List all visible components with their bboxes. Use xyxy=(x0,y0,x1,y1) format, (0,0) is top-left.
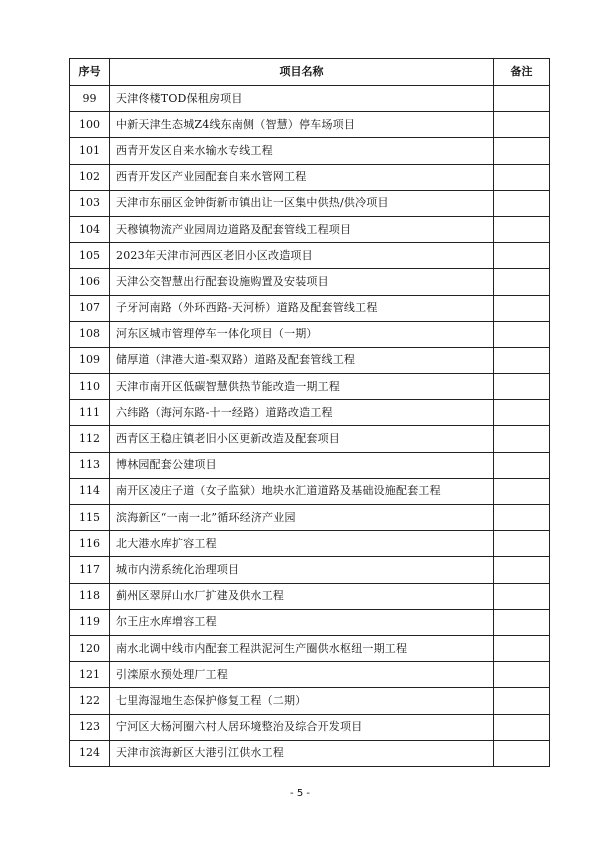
table-row xyxy=(70,609,550,635)
row-seq: 110 xyxy=(70,374,110,400)
table-row xyxy=(70,295,550,321)
table-row xyxy=(70,635,550,661)
table-row xyxy=(70,452,550,478)
table-row xyxy=(70,714,550,740)
table-row xyxy=(70,688,550,714)
row-seq: 124 xyxy=(70,740,110,766)
row-note xyxy=(494,557,550,583)
row-note xyxy=(494,347,550,373)
row-note xyxy=(494,321,550,347)
row-note xyxy=(494,295,550,321)
row-note xyxy=(494,426,550,452)
header-note: 备注 xyxy=(494,59,550,86)
row-project-name: 天津市东丽区金钟街新市镇出让一区集中供热/供冷项目 xyxy=(110,190,494,216)
row-seq: 104 xyxy=(70,216,110,242)
table-row xyxy=(70,478,550,504)
table-row xyxy=(70,321,550,347)
table-row xyxy=(70,400,550,426)
row-project-name: 南开区凌庄子道（女子监狱）地块水汇道道路及基础设施配套工程 xyxy=(110,478,494,504)
table-row xyxy=(70,269,550,295)
row-seq: 113 xyxy=(70,452,110,478)
row-seq: 103 xyxy=(70,190,110,216)
table-row xyxy=(70,374,550,400)
row-seq: 117 xyxy=(70,557,110,583)
row-seq: 115 xyxy=(70,505,110,531)
table-row xyxy=(70,557,550,583)
row-note xyxy=(494,478,550,504)
row-note xyxy=(494,583,550,609)
table-row xyxy=(70,243,550,269)
row-project-name: 引滦原水预处理厂工程 xyxy=(110,662,494,688)
row-note xyxy=(494,635,550,661)
row-seq: 100 xyxy=(70,112,110,138)
table-row xyxy=(70,426,550,452)
row-note xyxy=(494,112,550,138)
row-project-name: 博林园配套公建项目 xyxy=(110,452,494,478)
row-seq: 101 xyxy=(70,138,110,164)
row-seq: 105 xyxy=(70,243,110,269)
row-note xyxy=(494,269,550,295)
row-seq: 109 xyxy=(70,347,110,373)
table-row xyxy=(70,190,550,216)
page-number: - 5 - xyxy=(290,788,310,799)
row-note xyxy=(494,452,550,478)
row-project-name: 天穆镇物流产业园周边道路及配套管线工程项目 xyxy=(110,216,494,242)
row-seq: 120 xyxy=(70,635,110,661)
table-row xyxy=(70,347,550,373)
row-note xyxy=(494,243,550,269)
row-project-name: 西青开发区产业园配套自来水管网工程 xyxy=(110,164,494,190)
row-project-name: 2023年天津市河西区老旧小区改造项目 xyxy=(110,243,494,269)
row-project-name: 宁河区大杨河圈六村人居环境整治及综合开发项目 xyxy=(110,714,494,740)
table-row xyxy=(70,112,550,138)
row-note xyxy=(494,138,550,164)
row-project-name: 储厚道（津港大道-梨双路）道路及配套管线工程 xyxy=(110,347,494,373)
row-project-name: 天津佟楼TOD保租房项目 xyxy=(110,86,494,112)
row-project-name: 西青开发区自来水输水专线工程 xyxy=(110,138,494,164)
row-note xyxy=(494,740,550,766)
row-project-name: 尔王庄水库增容工程 xyxy=(110,609,494,635)
table-row xyxy=(70,164,550,190)
row-project-name: 蓟州区翠屏山水厂扩建及供水工程 xyxy=(110,583,494,609)
row-project-name: 天津市滨海新区大港引江供水工程 xyxy=(110,740,494,766)
row-seq: 121 xyxy=(70,662,110,688)
project-list-table xyxy=(69,58,550,767)
row-seq: 118 xyxy=(70,583,110,609)
table-row xyxy=(70,86,550,112)
row-note xyxy=(494,662,550,688)
row-seq: 119 xyxy=(70,609,110,635)
table-row xyxy=(70,583,550,609)
header-project-name: 项目名称 xyxy=(110,59,494,86)
row-project-name: 北大港水库扩容工程 xyxy=(110,531,494,557)
row-note xyxy=(494,714,550,740)
row-note xyxy=(494,190,550,216)
row-seq: 123 xyxy=(70,714,110,740)
row-project-name: 天津市南开区低碳智慧供热节能改造一期工程 xyxy=(110,374,494,400)
row-project-name: 中新天津生态城Z4线东南侧（智慧）停车场项目 xyxy=(110,112,494,138)
row-seq: 111 xyxy=(70,400,110,426)
row-seq: 108 xyxy=(70,321,110,347)
row-note xyxy=(494,216,550,242)
row-seq: 102 xyxy=(70,164,110,190)
row-seq: 99 xyxy=(70,86,110,112)
row-project-name: 子牙河南路（外环西路-天河桥）道路及配套管线工程 xyxy=(110,295,494,321)
table-row xyxy=(70,138,550,164)
table-row xyxy=(70,216,550,242)
row-seq: 106 xyxy=(70,269,110,295)
row-project-name: 六纬路（海河东路-十一经路）道路改造工程 xyxy=(110,400,494,426)
table-row xyxy=(70,740,550,766)
row-seq: 107 xyxy=(70,295,110,321)
row-project-name: 西青区王稳庄镇老旧小区更新改造及配套项目 xyxy=(110,426,494,452)
table-row xyxy=(70,505,550,531)
table-row xyxy=(70,662,550,688)
row-note xyxy=(494,400,550,426)
row-note xyxy=(494,86,550,112)
row-project-name: 滨海新区“一南一北”循环经济产业园 xyxy=(110,505,494,531)
row-note xyxy=(494,531,550,557)
row-note xyxy=(494,164,550,190)
row-project-name: 城市内涝系统化治理项目 xyxy=(110,557,494,583)
row-note xyxy=(494,609,550,635)
row-project-name: 南水北调中线市内配套工程洪泥河生产圈供水枢纽一期工程 xyxy=(110,635,494,661)
table-body xyxy=(70,86,550,767)
row-seq: 112 xyxy=(70,426,110,452)
row-note xyxy=(494,505,550,531)
row-note xyxy=(494,688,550,714)
row-seq: 116 xyxy=(70,531,110,557)
row-note xyxy=(494,374,550,400)
table-header-row xyxy=(70,59,550,86)
row-project-name: 河东区城市管理停车一体化项目（一期） xyxy=(110,321,494,347)
row-seq: 122 xyxy=(70,688,110,714)
table-row xyxy=(70,531,550,557)
header-seq: 序号 xyxy=(70,59,110,86)
row-project-name: 七里海湿地生态保护修复工程（二期） xyxy=(110,688,494,714)
row-project-name: 天津公交智慧出行配套设施购置及安装项目 xyxy=(110,269,494,295)
row-seq: 114 xyxy=(70,478,110,504)
